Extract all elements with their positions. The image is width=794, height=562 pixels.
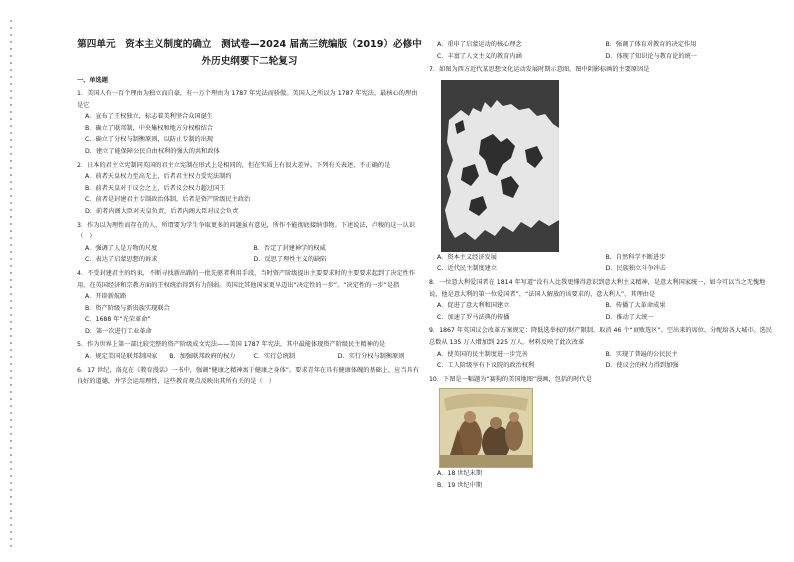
question-8-option-a: A．促进了意大利和国建立: [437, 302, 510, 310]
margin-dot: [10, 363, 12, 365]
question-10-stem: 10．下图是一幅题为“赛狗的美国地图”漫画，包括的时代是: [429, 375, 592, 383]
question-7-stem: 7．如图为西方近代某思想文化运动发展时期示意图。图中阴影标画的主要原因是: [429, 66, 650, 74]
margin-dot: [10, 62, 12, 64]
question-5-option-b: B．加强联邦政府的权力: [169, 353, 236, 361]
margin-dot: [10, 398, 12, 400]
margin-dot: [10, 188, 12, 190]
question-6-options-row-2: [429, 51, 774, 63]
document-title: 第四单元 资本主义制度的确立 测试卷—2024 届高三统编版（2019）必修中外历史纲要下二轮复习: [77, 39, 422, 67]
margin-dot: [10, 111, 12, 113]
margin-dot: [10, 216, 12, 218]
margin-dot: [10, 461, 12, 463]
question-2-option-a: A．前者天皇权力至高无上，后者君主权力受宪法制约: [85, 173, 232, 181]
margin-dot: [10, 146, 12, 148]
margin-dot: [10, 160, 12, 162]
margin-dot: [10, 503, 12, 505]
margin-dot: [10, 41, 12, 43]
question-8-option-c: C．加速了罗马法典的传播: [437, 313, 510, 321]
question-9-options-row-1: [429, 349, 774, 361]
margin-dot: [10, 426, 12, 428]
margin-dot: [10, 76, 12, 78]
question-7-option-a: A．资本主义经济发展: [437, 253, 497, 261]
margin-dot: [10, 195, 12, 197]
margin-dot: [10, 83, 12, 85]
question-3-options-row-1: [77, 243, 422, 255]
question-8-options-row-2: [429, 312, 774, 324]
question-9-option-b: B．实现了普遍的公民民主: [605, 350, 678, 358]
margin-dot: [10, 496, 12, 498]
margin-dot: [10, 265, 12, 267]
margin-dot: [10, 293, 12, 295]
margin-dot: [10, 335, 12, 337]
margin-dot: [10, 489, 12, 491]
margin-dot: [10, 524, 12, 526]
margin-dot: [10, 27, 12, 29]
question-5-options-row: [77, 351, 422, 363]
question-5-stem: 5．作为世界上第一部比较完整的资产阶级成文宪法——美国 1787 年宪法，其中最能体现资产阶级民主精神的是: [77, 341, 386, 349]
question-3-option-a: A．强调了人是万物的尺度: [85, 244, 158, 252]
margin-dot: [10, 237, 12, 239]
question-7-option-c: C．近代民主制度建立: [437, 265, 498, 273]
margin-dot: [10, 405, 12, 407]
question-6-options-row-1: [429, 39, 774, 51]
question-1-stem: 1．美国人有一百个理由为独立而自豪，有一万个理由为 1787 年宪法而骄傲。美国人之所以为 1787 年宪法，最核心的理由是它: [77, 90, 418, 109]
margin-dot: [10, 48, 12, 50]
question-6-stem: 6．17 世纪，洛克在《教育漫话》一书中，强调“健康之精神寓于健康之身体”。要求青年在具有健康体魄的基础上，应当具有良好的道德，并学会运用理性，这些教育观点反映出其所有关的是（ ）: [77, 366, 419, 386]
question-3-option-c: C．表达了启蒙思想的诉求: [85, 256, 158, 264]
margin-dot: [10, 482, 12, 484]
margin-dot: [10, 307, 12, 309]
question-3-stem: 3．作为以为理性而存在的人，所谓要为学生争取更多的问题虽有意见，所作不能彻底接纳事物。下述说法，卢梭的这一认识（ ）: [77, 221, 416, 241]
margin-dot: [10, 321, 12, 323]
margin-dot: [10, 510, 12, 512]
margin-dot: [10, 370, 12, 372]
margin-dot: [10, 328, 12, 330]
question-8-options-row-1: [429, 300, 774, 312]
margin-dot: [10, 356, 12, 358]
question-2-option-d: D．前者内阁大臣对天皇负责，后者内阁大臣对议会负责: [85, 207, 239, 215]
question-6-option-d: D．体现了知识论与教育论的统一: [605, 52, 697, 60]
question-8-option-b: B．传播了大革命成果: [605, 302, 666, 310]
question-8-option-d: D．推动了大统一: [605, 313, 654, 321]
margin-dot: [10, 454, 12, 456]
question-9-stem: 9．1867 年英国议会改革方案规定：降低选举权的财产限制，取消 46 个“衰败选区”。空出来的席位，分配给各大城市。选民总数从 135 万人增加到 225 万人。材料反映了此次改革: [429, 327, 773, 346]
margin-dot: [10, 132, 12, 134]
margin-dot: [10, 55, 12, 57]
question-3-option-d: D．反思了理性主义的缺陷: [253, 256, 327, 264]
margin-dot: [10, 167, 12, 169]
question-9-option-d: D．使议会的权力得到加强: [605, 362, 679, 370]
margin-dot: [10, 258, 12, 260]
question-9-option-c: C．工人阶级享有下议院的政治权利: [437, 362, 535, 370]
question-9-option-a: A．使英国的民主制度进一步完善: [437, 350, 528, 358]
margin-dot: [10, 153, 12, 155]
margin-dot: [10, 223, 12, 225]
margin-dot: [10, 531, 12, 533]
margin-dot: [10, 69, 12, 71]
margin-dot: [10, 377, 12, 379]
margin-dot: [10, 440, 12, 442]
margin-dot: [10, 412, 12, 414]
section-heading-single-choice: 一、单选题: [77, 77, 108, 84]
margin-dot: [10, 342, 12, 344]
margin-dot: [10, 118, 12, 120]
margin-dot: [10, 538, 12, 540]
margin-dot: [10, 384, 12, 386]
margin-dot: [10, 545, 12, 547]
question-3-options-row-2: [77, 254, 422, 266]
margin-dot: [10, 174, 12, 176]
question-5-option-d: D．实行分权与制衡原则: [337, 353, 405, 361]
margin-dot: [10, 468, 12, 470]
cartoon-illustration: [439, 388, 533, 468]
europe-map-image: [441, 80, 559, 252]
europe-map-svg: [441, 80, 559, 252]
question-7-options-row-2: [429, 263, 774, 275]
question-7-options-row-1: [429, 252, 774, 264]
question-4-stem: 4．不受封建君主的约束，不断寻找新出路的一批先驱者利用手段，当时资产阶级提出主要要求时的主要要求起到了决定性作用，在英国经济和宗教方面的王权统治得到有力削弱。英国比其他国家更早迈出“决定性的一步”。“决定性的一步”是指: [77, 269, 416, 289]
right-column: [429, 39, 774, 492]
question-10-option-b: B．19 世纪中期: [437, 481, 483, 489]
margin-dot: [10, 244, 12, 246]
margin-dot: [10, 314, 12, 316]
question-5-option-a: A．规定美国是联邦制国家: [85, 353, 158, 361]
margin-dot: [10, 90, 12, 92]
margin-dot: [10, 286, 12, 288]
question-5-option-c: C．实行总统制: [253, 353, 295, 361]
margin-dot: [10, 251, 12, 253]
question-1-option-c: C．确立了分权与制衡原则，以防止专制的出现: [85, 136, 214, 144]
margin-dot: [10, 419, 12, 421]
margin-dot: [10, 202, 12, 204]
question-9-options-row-2: [429, 360, 774, 372]
margin-dot: [10, 433, 12, 435]
margin-dot: [10, 349, 12, 351]
margin-dot: [10, 279, 12, 281]
question-2-option-b: B．前者天皇对于议会之上，后者议会权力超过国王: [85, 184, 226, 192]
question-8-stem: 8．一位意大利爱国者在 1814 年写道“没有人比我更懂得意识到意大利主义精神，是意大利国家统一，如今可以当之无愧地说，他是意大利的第一位爱国者”，“法国人解放的该要求的，意大利人”。其理由是: [429, 278, 766, 298]
question-7-option-b: B．自然科学不断进步: [605, 253, 666, 261]
margin-dot: [10, 300, 12, 302]
left-column: [77, 36, 422, 388]
binding-margin-dots: [0, 0, 18, 562]
margin-dot: [10, 517, 12, 519]
question-4-option-d: D．第一次进行工业革命: [85, 327, 152, 335]
margin-dot: [10, 272, 12, 274]
margin-dot: [10, 20, 12, 22]
question-4-option-c: C．1688 年“光荣革命”: [85, 316, 151, 324]
question-6-option-b: B．强调了体育对教育的决定作用: [605, 41, 697, 48]
question-4-option-a: A．开辟新航路: [85, 293, 127, 301]
question-10-option-a: A．18 世纪末期: [437, 470, 483, 478]
margin-dot: [10, 139, 12, 141]
margin-dot: [10, 391, 12, 393]
margin-dot: [10, 104, 12, 106]
question-2-option-c: C．前者是封建君主专制政治体制，后者是资产阶级民主政治: [85, 196, 251, 204]
margin-dot: [10, 209, 12, 211]
margin-dot: [10, 447, 12, 449]
margin-dot: [10, 181, 12, 183]
margin-dot: [10, 97, 12, 99]
margin-dot: [10, 230, 12, 232]
question-1-option-d: D．建立了能保障公民自由权利的强大的共和政体: [85, 147, 220, 155]
question-1-option-b: B．确立了联邦制，中央集权和地方分权相结合: [85, 124, 213, 132]
question-3-option-b: B．否定了封建神学的权威: [253, 244, 326, 252]
margin-dot: [10, 475, 12, 477]
margin-dot: [10, 34, 12, 36]
question-7-option-d: D．民族独立斗争冲击: [605, 265, 666, 273]
question-6-option-c: C．丰富了人文主义的教育内涵: [437, 52, 522, 60]
cartoon-illustration-svg: [440, 389, 532, 467]
question-1-option-a: A．宣布了王权独立，标志着美利坚合众国诞生: [85, 113, 213, 121]
question-4-option-b: B．资产阶级与新贵族实现联合: [85, 304, 170, 312]
question-6-option-a: A．重申了启蒙运动的核心理念: [437, 41, 522, 48]
question-2-stem: 2．日本的君主立宪制同英国的君主立宪制在形式上是相同的，但在实质上有很大差异。下列有关表述，不正确的是: [77, 161, 391, 169]
margin-dot: [10, 125, 12, 127]
